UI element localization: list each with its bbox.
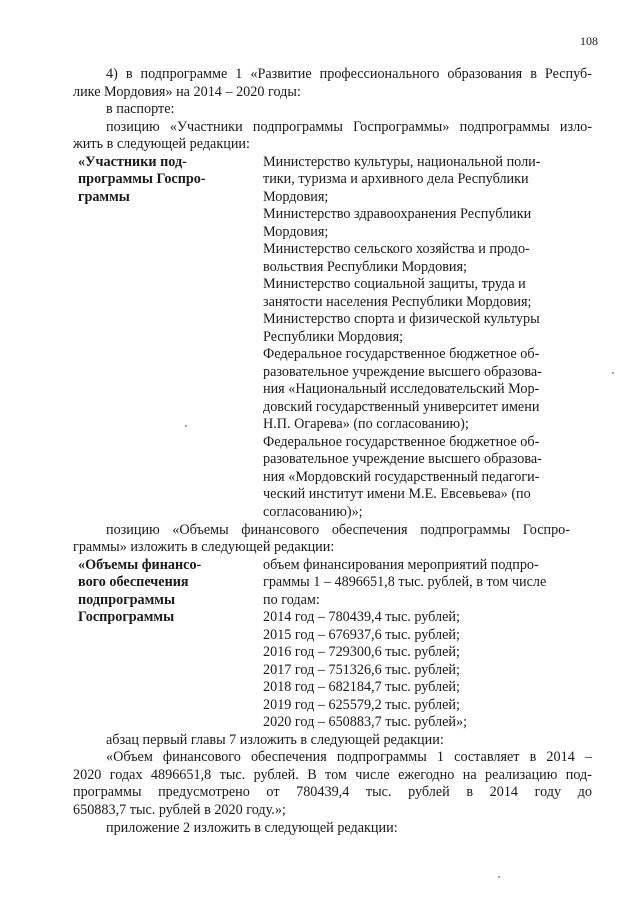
financing-text-line: 2017 год – 751326,6 тыс. рублей; xyxy=(263,662,460,678)
financing-text-line: объем финансирования мероприятий подпро- xyxy=(263,557,539,573)
body-line: лике Мордовия» на 2014 – 2020 годы: xyxy=(73,84,301,100)
participants-text-line: тики, туризма и архивного дела Республики xyxy=(263,171,529,187)
participants-text-line: согласованию)»; xyxy=(263,504,363,520)
body-line: 2020 годах 4896651,8 тыс. рублей. В том числе ежегодно на реализацию под- xyxy=(73,767,592,783)
participants-label-line: «Участники под- xyxy=(78,154,187,170)
body-line: 650883,7 тыс. рублей в 2020 году.»; xyxy=(73,802,286,818)
participants-text-line: Мордовия; xyxy=(263,189,329,205)
participants-text-line: разовательное учреждение высшего образова- xyxy=(263,451,542,467)
participants-text-line: занятости населения Республики Мордовия; xyxy=(263,294,532,310)
participants-text-line: Министерство здравоохранения Республики xyxy=(263,206,532,222)
financing-text-line: 2015 год – 676937,6 тыс. рублей; xyxy=(263,627,460,643)
body-line: позицию «Объемы финансового обеспечения подпрограммы Госпро- xyxy=(106,522,570,538)
financing-text-line: 2018 год – 682184,7 тыс. рублей; xyxy=(263,679,460,695)
financing-label-line: Госпрограммы xyxy=(78,609,175,625)
participants-text-line: Министерство сельского хозяйства и продо- xyxy=(263,241,530,257)
body-line: программы предусмотрено от 780439,4 тыс. рублей в 2014 году до xyxy=(73,784,592,800)
participants-text-line: ческий институт имени М.Е. Евсевьева» (по xyxy=(263,486,531,502)
participants-text-line: Федеральное государственное бюджетное об- xyxy=(263,434,540,450)
body-line: 4) в подпрограмме 1 «Развитие профессионального образования в Респуб- xyxy=(106,66,592,82)
participants-text-line: Министерство культуры, национальной поли- xyxy=(263,154,541,170)
participants-text-line: вольствия Республики Мордовия; xyxy=(263,259,467,275)
page-number: 108 xyxy=(580,34,598,48)
body-line: абзац первый главы 7 изложить в следующей редакции: xyxy=(106,732,444,748)
participants-label-line: граммы xyxy=(78,189,130,205)
participants-text-line: разовательное учреждение высшего образова- xyxy=(263,364,542,380)
financing-text-line: 2014 год – 780439,4 тыс. рублей; xyxy=(263,609,460,625)
body-line: приложение 2 изложить в следующей редакции: xyxy=(106,820,398,836)
financing-label-line: вого обеспечения xyxy=(78,574,189,590)
participants-text-line: довский государственный университет имени xyxy=(263,399,540,415)
participants-text-line: Республики Мордовия; xyxy=(263,329,404,345)
body-line: в паспорте: xyxy=(106,101,175,117)
participants-text-line: Федеральное государственное бюджетное об- xyxy=(263,346,540,362)
financing-text-line: 2019 год – 625579,2 тыс. рублей; xyxy=(263,697,460,713)
participants-text-line: Мордовия; xyxy=(263,224,329,240)
body-line: позицию «Участники подпрограммы Госпрограммы» подпрограммы изло- xyxy=(106,119,592,135)
body-line: «Объем финансового обеспечения подпрограммы 1 составляет в 2014 – xyxy=(106,749,592,765)
financing-text-line: 2020 год – 650883,7 тыс. рублей»; xyxy=(263,714,468,730)
scan-speck xyxy=(185,425,187,427)
participants-text-line: ния «Национальный исследовательский Мор- xyxy=(263,381,540,397)
participants-text-line: Н.П. Огарева» (по согласованию); xyxy=(263,416,469,432)
financing-label-line: подпрограммы xyxy=(78,592,176,608)
financing-label-line: «Объемы финансо- xyxy=(78,557,202,573)
scan-speck xyxy=(498,876,500,878)
financing-text-line: по годам: xyxy=(263,592,320,608)
body-line: жить в следующей редакции: xyxy=(73,136,250,152)
financing-text-line: 2016 год – 729300,6 тыс. рублей; xyxy=(263,644,460,660)
participants-text-line: ния «Мордовский государственный педагоги- xyxy=(263,469,540,485)
scan-speck xyxy=(612,372,614,374)
financing-text-line: граммы 1 – 4896651,8 тыс. рублей, в том числе xyxy=(263,574,547,590)
body-line: граммы» изложить в следующей редакции: xyxy=(73,539,335,555)
participants-text-line: Министерство социальной защиты, труда и xyxy=(263,276,526,292)
participants-text-line: Министерство спорта и физической культуры xyxy=(263,311,540,327)
participants-label-line: программы Госпро- xyxy=(78,171,206,187)
